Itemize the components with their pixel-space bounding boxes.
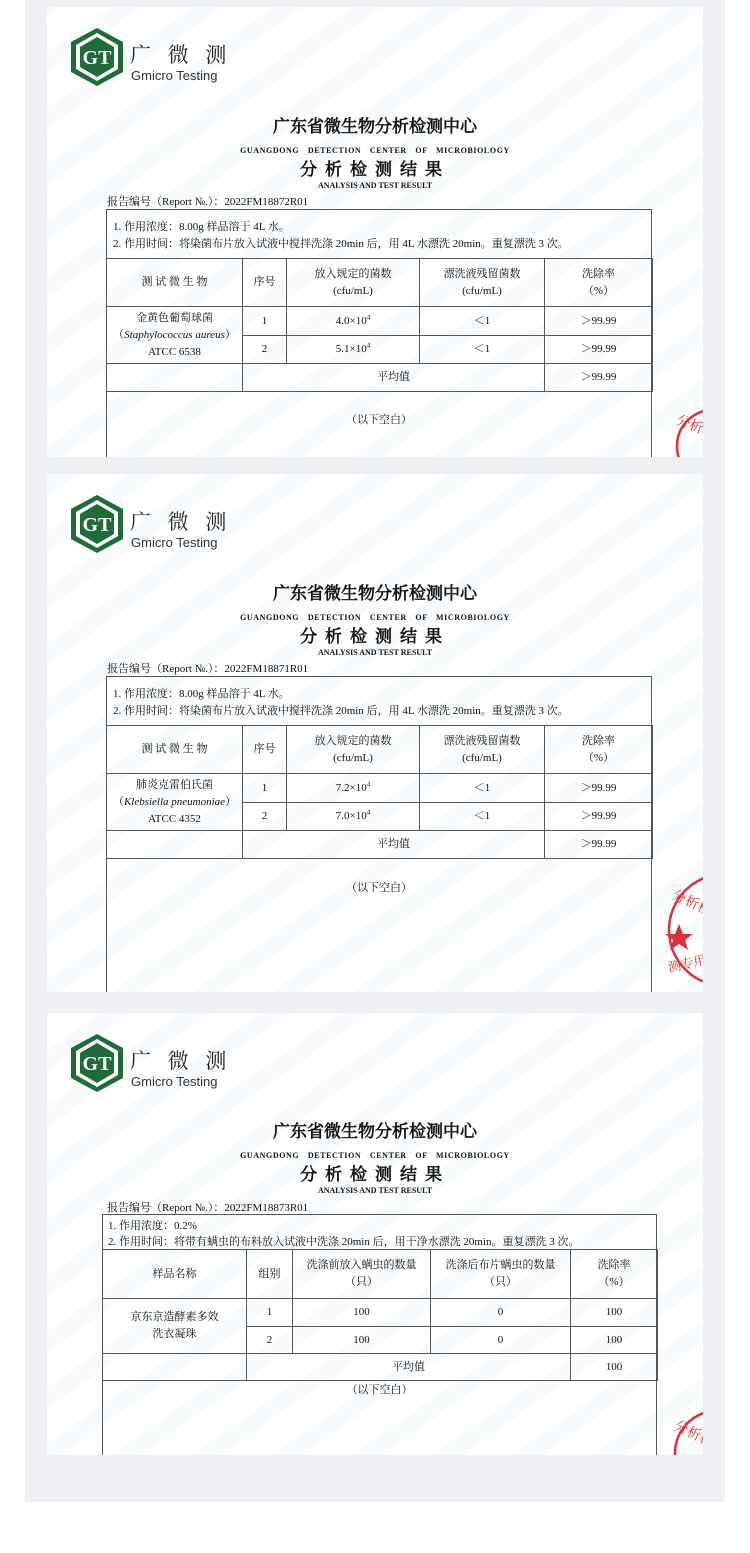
cell-index: 1 xyxy=(243,307,287,336)
logo-name-cn: 广 微 测 xyxy=(130,510,232,534)
note-concentration: 1. 作用浓度：0.2% xyxy=(108,1220,197,1232)
table-average-row xyxy=(103,1354,658,1381)
cell-removal-rate: ＞99.99 xyxy=(545,774,653,803)
header-removal-rate: 洗除率 （%） xyxy=(545,259,653,307)
cell-mites-before: 100 xyxy=(293,1299,431,1327)
report-number: 报告编号（Report №.）：2022FM18872R01 xyxy=(107,196,309,208)
table-average-row xyxy=(107,831,653,859)
cell-inoculum: $5.1\times 10^4$ xyxy=(287,336,420,364)
seal-stamp-icon xyxy=(665,1405,717,1455)
average-value: ＞99.99 xyxy=(545,364,653,392)
cell-inoculum: $7.2\times 10^4$ xyxy=(287,774,420,803)
logo-name-en: Gmicro Testing xyxy=(131,1074,218,1089)
cell-removal-rate: 100 xyxy=(571,1299,658,1327)
gt-logo-icon xyxy=(69,27,125,87)
svg-text:GT: GT xyxy=(82,514,112,536)
svg-text:测专用: 测专用 xyxy=(666,953,708,976)
cell-removal-rate: ＞99.99 xyxy=(545,803,653,831)
gt-logo-icon xyxy=(69,494,125,554)
report-title-cn: 广东省微生物分析检测中心 xyxy=(273,1122,477,1142)
logo-name-cn: 广 微 测 xyxy=(130,1049,232,1073)
organism-cn: 肺炎克雷伯氏菌 xyxy=(136,778,213,791)
organism-cell-tail xyxy=(107,364,243,392)
blank-below-note: （以下空白） xyxy=(346,414,412,426)
organism-cn: 金黄色葡萄球菌 xyxy=(136,311,213,324)
logo-name-en: Gmicro Testing xyxy=(131,68,218,83)
note-duration: 2. 作用时间：将染菌布片放入试液中搅拌洗涤 20min 后，用 4L 水漂洗 20min。重复漂洗 3 次。 xyxy=(113,238,569,250)
sample-cell-tail xyxy=(103,1354,247,1381)
note-duration: 2. 作用时间：将带有螨虫的布料放入试液中洗涤 20min 后，用干净水漂洗 20min。重复漂洗 3 次。 xyxy=(108,1236,580,1248)
header-organism: 测 试 微 生 物 xyxy=(107,726,243,774)
organism-latin: Klebsiella pneumoniae xyxy=(123,795,226,808)
table-row xyxy=(107,307,653,336)
header-group: 组别 xyxy=(247,1250,293,1299)
cell-index: 2 xyxy=(243,803,287,831)
cell-residual: ＜1 xyxy=(420,336,545,364)
header-mites-before: 洗涤前放入螨虫的数量 （只） xyxy=(293,1250,431,1299)
header-removal-rate: 洗除率 （%） xyxy=(571,1250,658,1299)
average-label: 平均值 xyxy=(243,831,545,859)
cell-removal-rate: ＞99.99 xyxy=(545,307,653,336)
table-average-row xyxy=(107,364,653,392)
header-sample: 样品名称 xyxy=(103,1250,247,1299)
report-title-en: GUANGDONG DETECTION CENTER OF MICROBIOLOGY xyxy=(240,1151,510,1160)
seal-stamp-icon xyxy=(657,872,715,982)
header-residual: 漂洗液残留菌数 (cfu/mL) xyxy=(420,259,545,307)
organism-cell-tail xyxy=(107,831,243,859)
report-number: 报告编号（Report №.）：2022FM18871R01 xyxy=(107,663,309,675)
logo-name-en: Gmicro Testing xyxy=(131,535,218,550)
logo xyxy=(69,494,269,556)
cell-index: 2 xyxy=(243,336,287,364)
svg-text:GT: GT xyxy=(82,47,112,69)
cell-residual: ＜1 xyxy=(420,803,545,831)
logo xyxy=(69,27,269,89)
cell-mites-after: 0 xyxy=(431,1327,571,1354)
cell-residual: ＜1 xyxy=(420,307,545,336)
report-number: 报告编号（Report №.）：2022FM18873R01 xyxy=(107,1202,309,1214)
table-header-row xyxy=(103,1250,658,1299)
cell-group: 2 xyxy=(247,1327,293,1354)
cell-inoculum: $7.0\times 10^4$ xyxy=(287,803,420,831)
cell-mites-after: 0 xyxy=(431,1299,571,1327)
organism-strain: ATCC 4352 xyxy=(148,812,201,825)
average-value: ＞99.99 xyxy=(545,831,653,859)
report-subtitle-cn: 分析检测结果 xyxy=(300,160,450,180)
organism-latin: Staphylococcus aureus xyxy=(124,328,225,341)
report-subtitle-cn: 分析检测结果 xyxy=(300,627,450,647)
blank-below-note: （以下空白） xyxy=(346,882,412,894)
svg-text:分析检: 分析检 xyxy=(673,412,719,443)
cell-removal-rate: 100 xyxy=(571,1327,658,1354)
result-table xyxy=(102,1249,658,1381)
header-mites-after: 洗涤后布片螨虫的数量 （只） xyxy=(431,1250,571,1299)
table-row xyxy=(107,774,653,803)
svg-text:GT: GT xyxy=(82,1053,112,1075)
sample-name-line2: 洗衣凝珠 xyxy=(152,1328,197,1340)
header-organism: 测 试 微 生 物 xyxy=(107,259,243,307)
table-row xyxy=(103,1299,658,1327)
result-table xyxy=(106,258,653,392)
header-inoculum: 放入规定的菌数 (cfu/mL) xyxy=(287,726,420,774)
cell-group: 1 xyxy=(247,1299,293,1327)
report-title-en: GUANGDONG DETECTION CENTER OF MICROBIOLOGY xyxy=(240,613,510,622)
report-page-3 xyxy=(47,1013,717,1455)
header-inoculum: 放入规定的菌数 (cfu/mL) xyxy=(287,259,420,307)
average-label: 平均值 xyxy=(247,1354,571,1381)
note-concentration: 1. 作用浓度：8.00g 样品溶于 4L 水。 xyxy=(113,688,290,700)
report-subtitle-en: ANALYSIS AND TEST RESULT xyxy=(317,1186,433,1195)
report-title-cn: 广东省微生物分析检测中心 xyxy=(273,584,477,604)
logo-name-cn: 广 微 测 xyxy=(130,43,232,67)
cell-residual: ＜1 xyxy=(420,774,545,803)
report-subtitle-en: ANALYSIS AND TEST RESULT xyxy=(317,648,433,657)
organism-cell: 肺炎克雷伯氏菌 （Klebsiella pneumoniae） ATCC 4352 xyxy=(107,774,243,831)
note-concentration: 1. 作用浓度：8.00g 样品溶于 4L 水。 xyxy=(113,221,290,233)
average-value: 100 xyxy=(571,1354,658,1381)
header-index: 序号 xyxy=(243,259,287,307)
note-duration: 2. 作用时间：将染菌布片放入试液中搅拌洗涤 20min 后，用 4L 水漂洗 20min。重复漂洗 3 次。 xyxy=(113,705,569,717)
report-subtitle-cn: 分析检测结果 xyxy=(300,1165,450,1185)
average-label: 平均值 xyxy=(243,364,545,392)
header-index: 序号 xyxy=(243,726,287,774)
table-header-row xyxy=(107,259,653,307)
sample-name-line1: 京东京造酵素多效 xyxy=(130,1311,219,1323)
header-residual: 漂洗液残留菌数 (cfu/mL) xyxy=(420,726,545,774)
sample-cell xyxy=(103,1299,247,1354)
svg-text:分析检: 分析检 xyxy=(669,887,715,920)
seal-stamp-icon xyxy=(665,402,719,457)
header-removal-rate: 洗除率 （%） xyxy=(545,726,653,774)
organism-strain: ATCC 6538 xyxy=(148,345,201,358)
cell-inoculum: $4.0\times 10^4$ xyxy=(287,307,420,336)
cell-removal-rate: ＞99.99 xyxy=(545,336,653,364)
report-page-1 xyxy=(47,7,719,457)
report-title-en: GUANGDONG DETECTION CENTER OF MICROBIOLOGY xyxy=(240,146,510,155)
logo xyxy=(69,1033,269,1095)
organism-cell: 金黄色葡萄球菌 （Staphylococcus aureus） ATCC 6538 xyxy=(107,307,243,364)
table-header-row xyxy=(107,726,653,774)
cell-index: 1 xyxy=(243,774,287,803)
cell-mites-before: 100 xyxy=(293,1327,431,1354)
report-subtitle-en: ANALYSIS AND TEST RESULT xyxy=(317,181,433,190)
report-page-2 xyxy=(47,474,715,992)
svg-text:分析检: 分析检 xyxy=(671,1418,717,1451)
gt-logo-icon xyxy=(69,1033,125,1093)
result-table xyxy=(106,725,653,859)
report-title-cn: 广东省微生物分析检测中心 xyxy=(273,117,477,137)
blank-below-note: （以下空白） xyxy=(346,1384,413,1396)
